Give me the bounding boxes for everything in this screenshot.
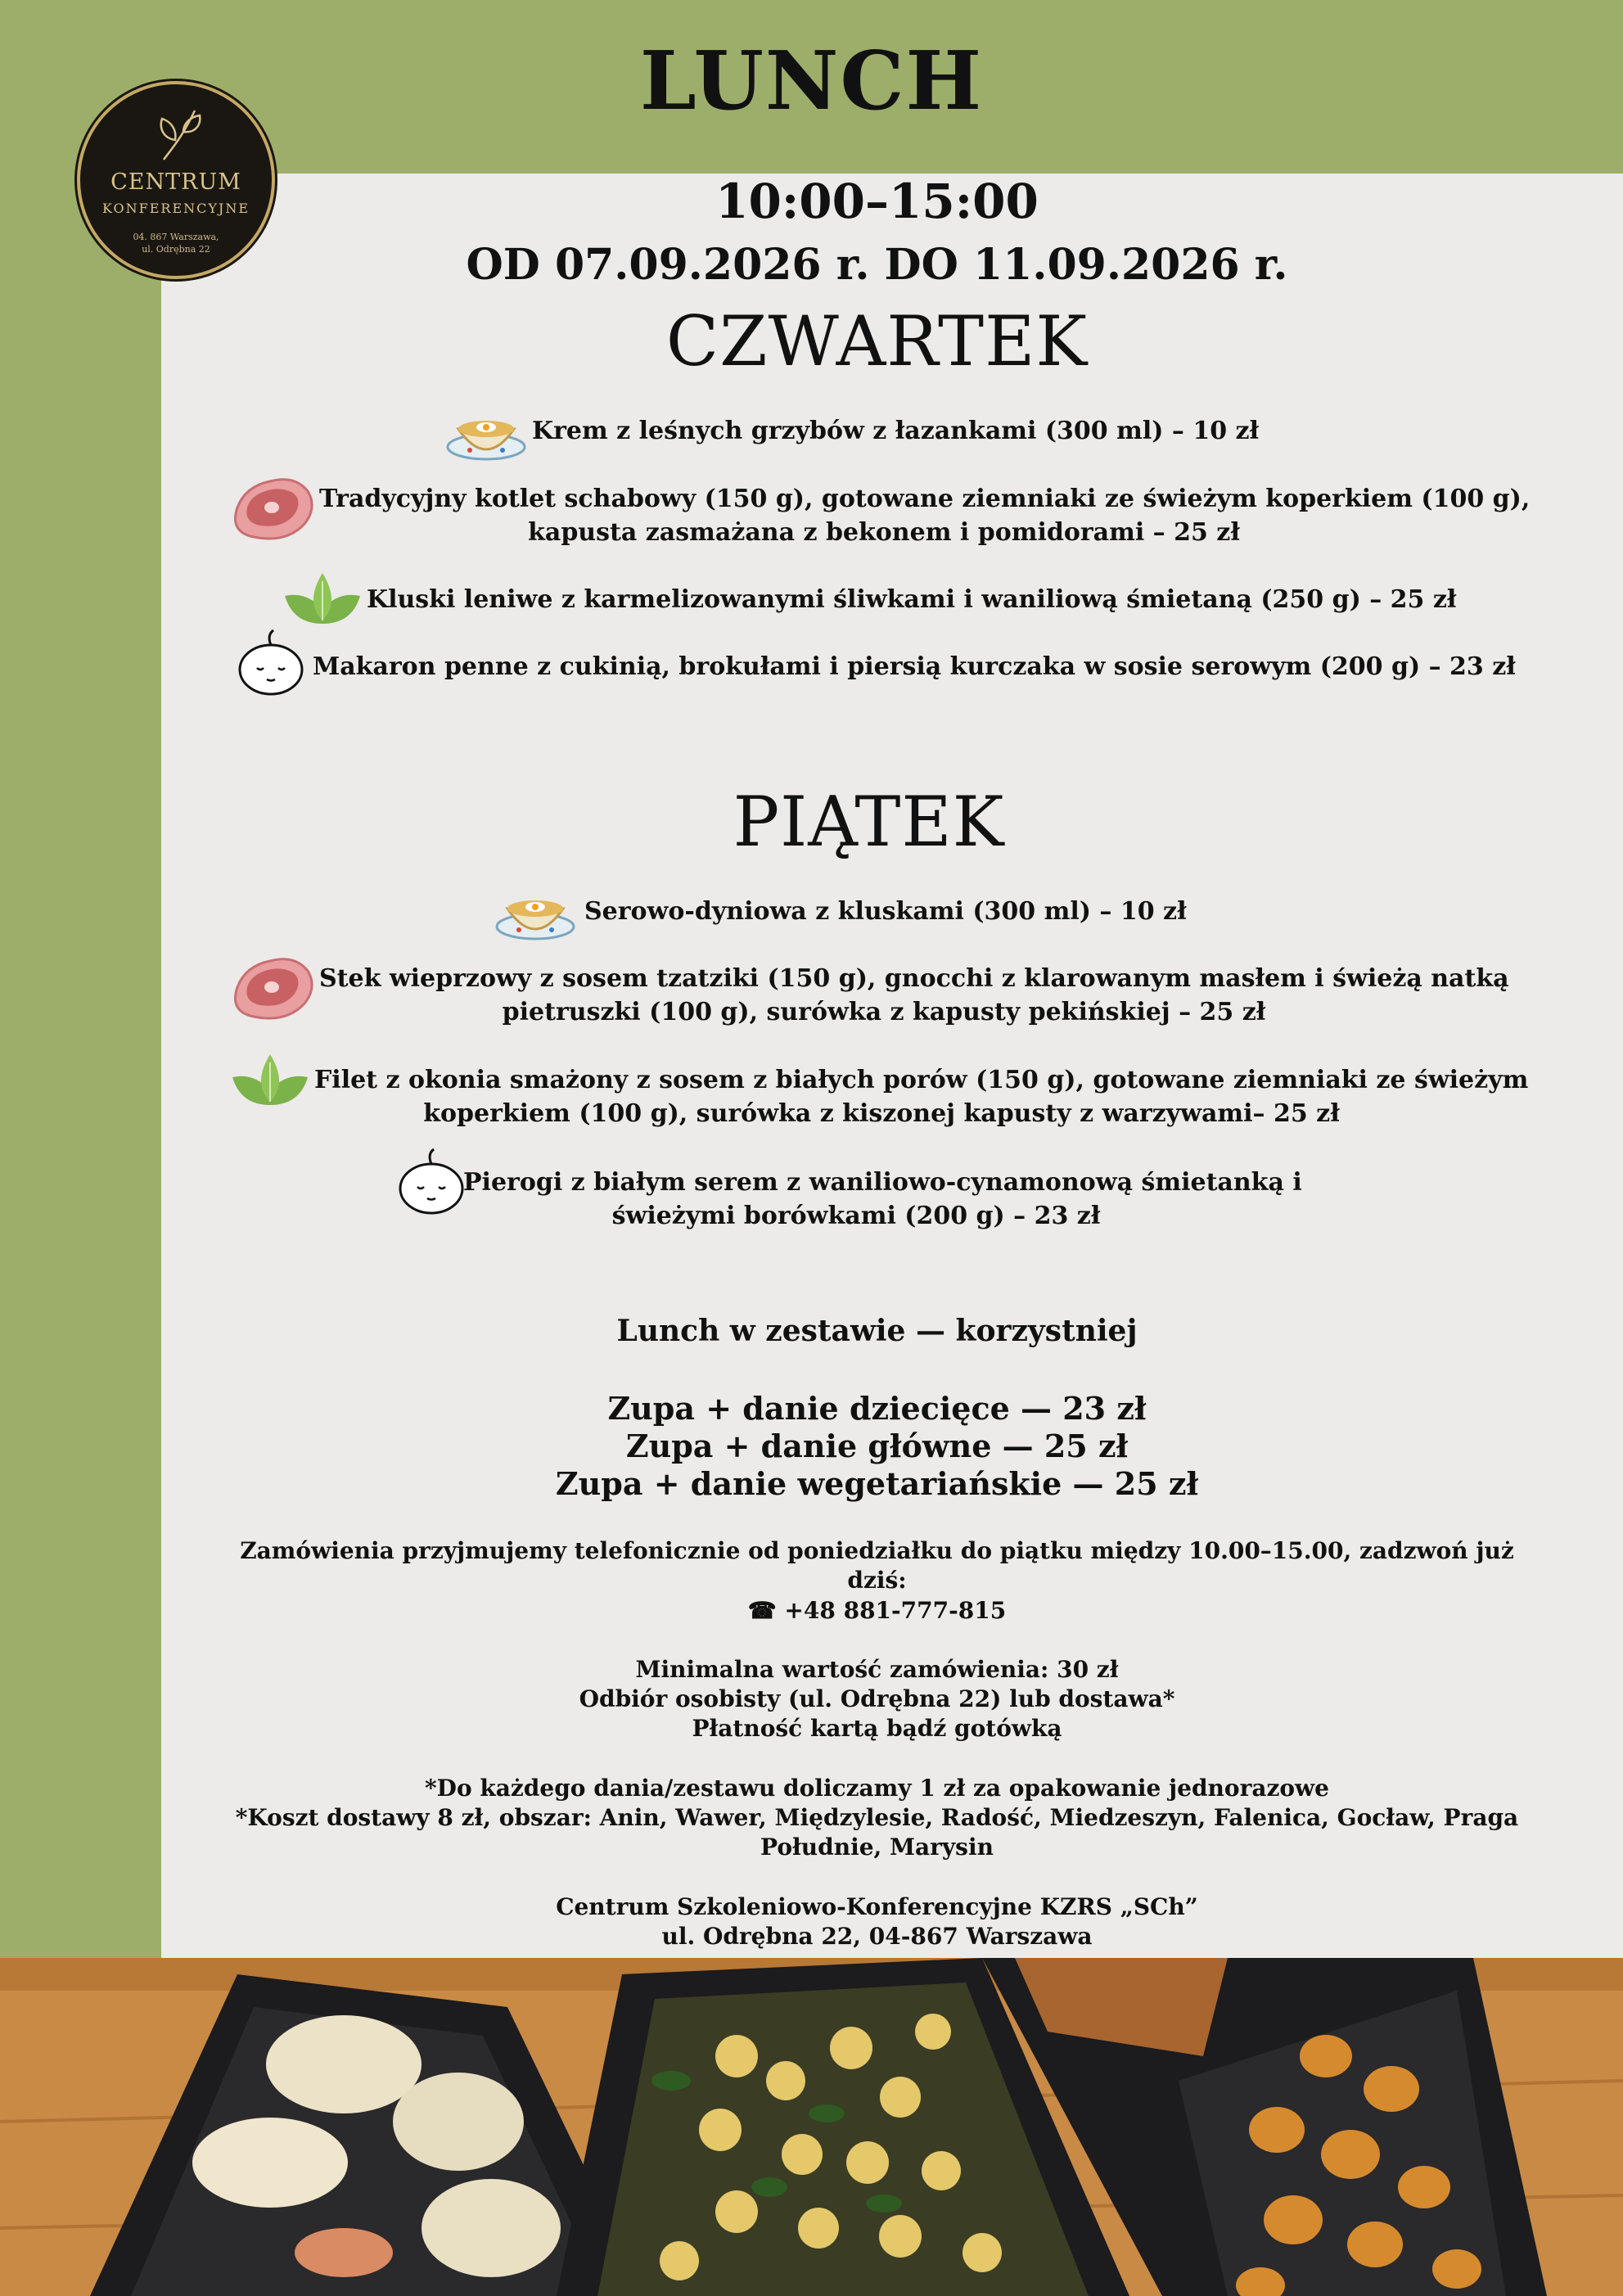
combo-item: Zupa + danie dziecięce — 23 zł xyxy=(607,1390,1147,1427)
date-range: OD 07.09.2026 r. DO 11.09.2026 r. xyxy=(466,240,1288,290)
logo-address-line: 04. 867 Warszawa, xyxy=(133,232,219,242)
menu-item-text: Krem z leśnych grzybów z łazankami (300 ml) – 10 zł xyxy=(532,417,1260,445)
company-name: Centrum Szkoleniowo-Konferencyjne KZRS „SCh” xyxy=(556,1893,1198,1920)
soup-bowl-icon xyxy=(445,404,527,465)
day-heading-thursday: CZWARTEK xyxy=(665,301,1089,381)
menu-item-text: Pierogi z białym serem z waniliowo-cynamonową śmietanką i xyxy=(463,1168,1302,1197)
menu-item xyxy=(313,650,1516,683)
soup-bowl-icon xyxy=(494,884,576,945)
vegetarian-leaf-icon xyxy=(282,570,363,627)
meat-steak-icon xyxy=(229,954,318,1023)
phone-number[interactable]: +48 881-777-815 xyxy=(784,1597,1007,1624)
menu-item-text: Filet z okonia smażony z sosem z białych porów (150 g), gotowane ziemniaki ze świeżym xyxy=(314,1066,1529,1094)
combo-heading: Lunch w zestawie — korzystniej xyxy=(616,1314,1138,1348)
order-info-cont: dziś: xyxy=(847,1567,907,1594)
menu-item xyxy=(532,414,1259,448)
menu-item xyxy=(367,583,1456,616)
opening-hours: 10:00–15:00 xyxy=(715,174,1039,229)
menu-item-text: Serowo-dyniowa z kluskami (300 ml) – 10 zł xyxy=(584,897,1187,926)
delivery-note: *Koszt dostawy 8 zł, obszar: Anin, Wawer, Międzylesie, Radość, Miedzeszyn, Falenica, Gocław, Praga xyxy=(235,1804,1519,1831)
menu-item-text: Stek wieprzowy z sosem tzatziki (150 g), gnocchi z klarowanym masłem i świeżą natką xyxy=(319,964,1509,993)
menu-item-text: świeżymi borówkami (200 g) – 23 zł xyxy=(611,1202,1101,1230)
baby-face-icon xyxy=(396,1146,467,1216)
combo-item: Zupa + danie główne — 25 zł xyxy=(625,1428,1129,1464)
logo-subtitle: KONFERENCYJNE xyxy=(101,201,250,216)
delivery-note-cont: Południe, Marysin xyxy=(760,1834,994,1861)
menu-item xyxy=(319,482,1531,549)
menu-item-text: kapusta zasmażana z bekonem i pomidorami – 25 zł xyxy=(528,518,1240,547)
menu-item-text: Kluski leniwe z karmelizowanymi śliwkami i waniliową śmietaną (250 g) – 25 zł xyxy=(367,585,1457,614)
logo-title: CENTRUM xyxy=(110,169,241,195)
menu-item-text: koperkiem (100 g), surówka z kiszonej kapusty z warzywami– 25 zł xyxy=(423,1099,1340,1128)
order-info: Zamówienia przyjmujemy telefonicznie od poniedziałku do piątku między 10.00–15.00, zadzwoń już xyxy=(240,1537,1514,1564)
logo-street-line: ul. Odrębna 22 xyxy=(142,244,210,255)
menu-item-text: pietruszki (100 g), surówka z kapusty pekińskiej – 25 zł xyxy=(502,998,1266,1026)
packaging-note: *Do każdego dania/zestawu doliczamy 1 zł za opakowanie jednorazowe xyxy=(425,1775,1329,1802)
menu-item xyxy=(584,895,1187,928)
day-heading-friday: PIĄTEK xyxy=(733,782,1005,862)
menu-item xyxy=(463,1166,1302,1233)
menu-item-text: Tradycyjny kotlet schabowy (150 g), gotowane ziemniaki ze świeżym koperkiem (100 g), xyxy=(319,485,1531,513)
combo-item: Zupa + danie wegetariańskie — 25 zł xyxy=(555,1465,1199,1502)
phone-row[interactable] xyxy=(65,1596,1623,1626)
menu-item-text: Makaron penne z cukinią, brokułami i piersią kurczaka w sosie serowym (200 g) – 23 zł xyxy=(313,652,1516,681)
pickup-delivery: Odbiór osobisty (ul. Odrębna 22) lub dostawa* xyxy=(579,1685,1175,1712)
page-title: LUNCH xyxy=(639,34,984,129)
menu-item xyxy=(314,1063,1529,1130)
baby-face-icon xyxy=(236,627,306,697)
phone-icon: ☎ xyxy=(747,1597,785,1624)
vegetarian-leaf-icon xyxy=(229,1051,311,1108)
food-photo xyxy=(0,1958,1623,2296)
menu-item xyxy=(319,962,1509,1029)
meat-steak-icon xyxy=(229,475,318,544)
min-order: Minimalna wartość zamówienia: 30 zł xyxy=(635,1656,1119,1683)
payment-methods: Płatność kartą bądź gotówką xyxy=(692,1715,1062,1742)
company-address: ul. Odrębna 22, 04-867 Warszawa xyxy=(661,1923,1093,1950)
